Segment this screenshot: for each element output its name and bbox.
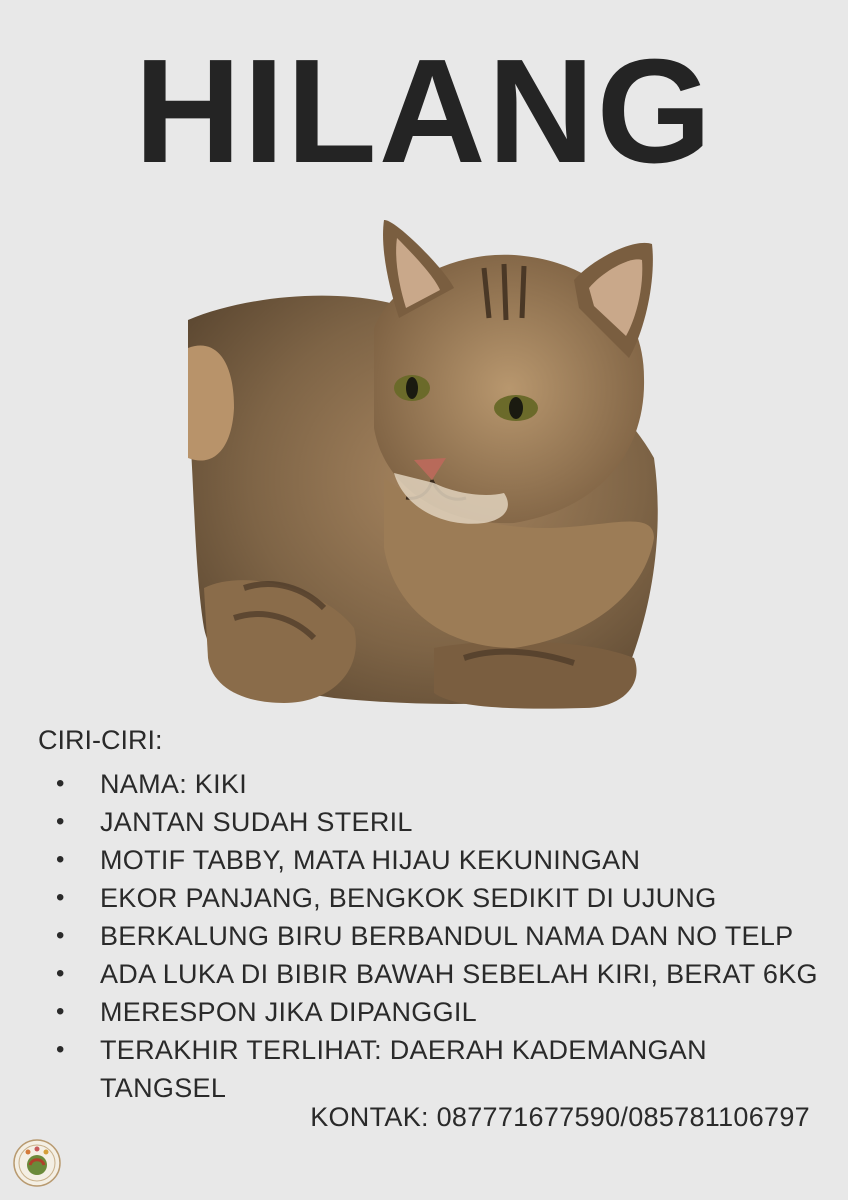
bullet-icon: • — [56, 808, 65, 835]
logo-icon — [12, 1138, 62, 1188]
feature-item — [38, 879, 828, 917]
feature-text: MERESPON JIKA DIPANGGIL — [100, 997, 477, 1027]
feature-text: EKOR PANJANG, BENGKOK SEDIKIT DI UJUNG — [100, 883, 717, 913]
feature-text: JANTAN SUDAH STERIL — [100, 807, 413, 837]
cat-photo — [184, 208, 664, 713]
feature-item — [38, 841, 828, 879]
bullet-icon: • — [56, 846, 65, 873]
bullet-icon: • — [56, 770, 65, 797]
bullet-icon: • — [56, 960, 65, 987]
bullet-icon: • — [56, 884, 65, 911]
feature-text: MOTIF TABBY, MATA HIJAU KEKUNINGAN — [100, 845, 641, 875]
feature-item — [38, 765, 828, 803]
feature-item — [38, 1031, 828, 1107]
features-section — [38, 725, 828, 1107]
bullet-icon: • — [56, 1036, 65, 1063]
feature-item — [38, 955, 828, 993]
features-list — [38, 765, 828, 1107]
feature-text: TERAKHIR TERLIHAT: DAERAH KADEMANGAN TANGSEL — [100, 1035, 707, 1103]
contact-info: KONTAK: 087771677590/085781106797 — [310, 1102, 810, 1132]
poster-title: HILANG — [134, 29, 714, 194]
feature-text: NAMA: KIKI — [100, 769, 248, 799]
feature-item — [38, 993, 828, 1031]
features-heading: CIRI-CIRI: — [38, 725, 163, 755]
feature-item — [38, 803, 828, 841]
bullet-icon: • — [56, 922, 65, 949]
feature-text: ADA LUKA DI BIBIR BAWAH SEBELAH KIRI, BERAT 6KG — [100, 959, 818, 989]
bullet-icon: • — [56, 998, 65, 1025]
feature-item — [38, 917, 828, 955]
feature-text: BERKALUNG BIRU BERBANDUL NAMA DAN NO TELP — [100, 921, 794, 951]
